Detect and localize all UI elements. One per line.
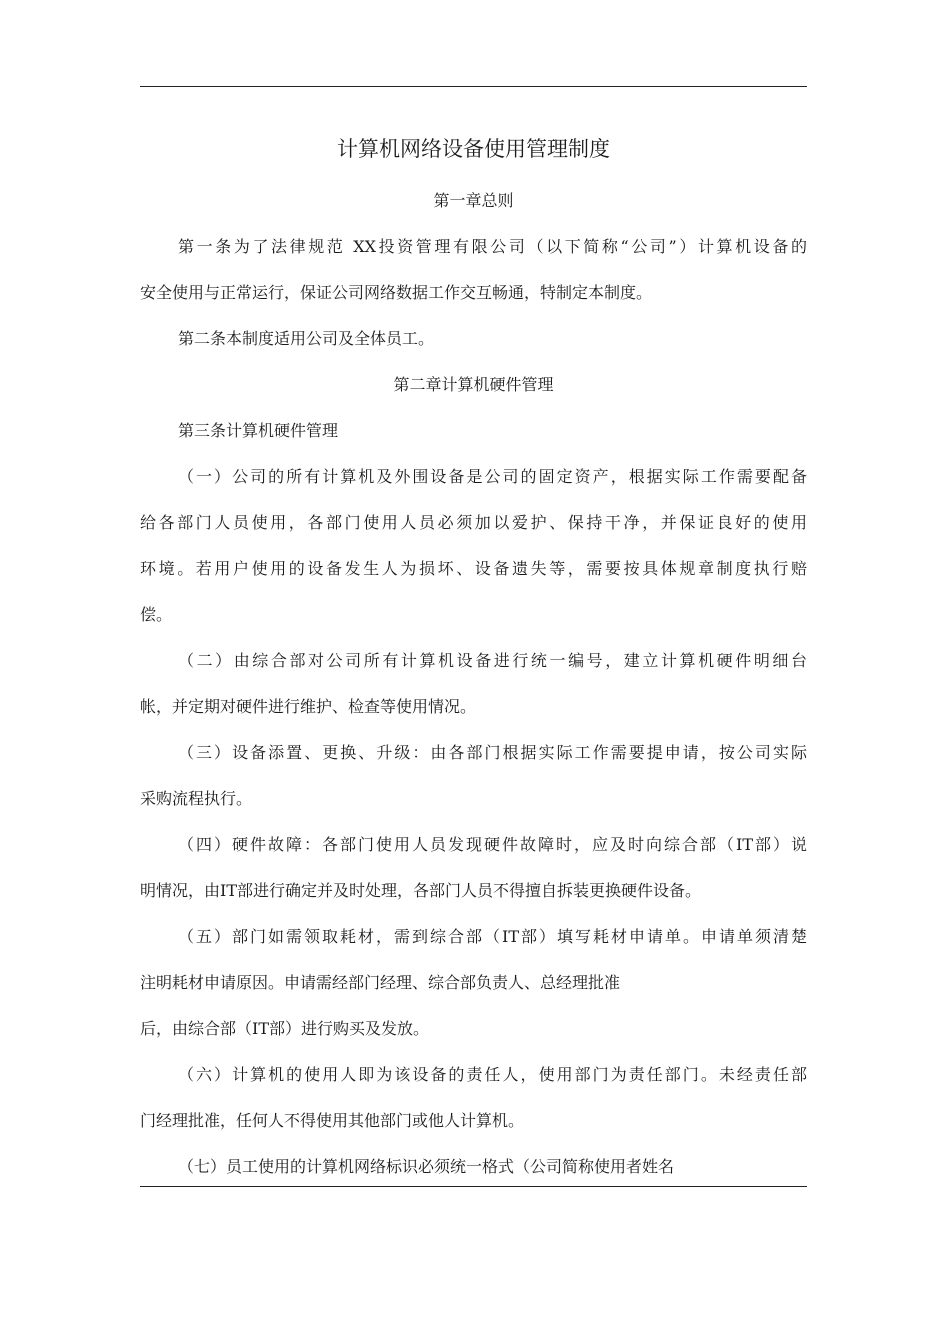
paragraph-line: （五）部门如需领取耗材，需到综合部（IT部）填写耗材申请单。申请单须清楚 — [178, 927, 807, 946]
paragraph-line: 第二条本制度适用公司及全体员工。 — [178, 329, 435, 348]
paragraph-line: （三）设备添置、更换、升级：由各部门根据实际工作需要提申请，按公司实际 — [178, 743, 807, 762]
chapter-heading: 第一章总则 — [433, 191, 514, 210]
document-body — [140, 120, 807, 1190]
chapter-heading: 第二章计算机硬件管理 — [393, 375, 554, 394]
paragraph-line: 帐，并定期对硬件进行维护、检查等使用情况。 — [140, 697, 477, 716]
paragraph-line: 环境。若用户使用的设备发生人为损坏、设备遗失等，需要按具体规章制度执行赔 — [140, 559, 807, 578]
paragraph-line: （四）硬件故障：各部门使用人员发现硬件故障时，应及时向综合部（IT部）说 — [178, 835, 807, 854]
paragraph-line: 偿。 — [140, 605, 173, 624]
paragraph-line: 注明耗材申请原因。申请需经部门经理、综合部负责人、总经理批准 — [140, 973, 621, 992]
paragraph-line: 安全使用与正常运行，保证公司网络数据工作交互畅通，特制定本制度。 — [140, 283, 653, 302]
header-rule — [140, 86, 807, 87]
paragraph-line: 给各部门人员使用，各部门使用人员必须加以爱护、保持干净，并保证良好的使用 — [140, 513, 807, 532]
paragraph-line: 门经理批准，任何人不得使用其他部门或他人计算机。 — [140, 1111, 525, 1130]
paragraph-line: （七）员工使用的计算机网络标识必须统一格式（公司简称使用者姓名 — [178, 1157, 675, 1176]
paragraph-line: 明情况，由IT部进行确定并及时处理，各部门人员不得擅自拆装更换硬件设备。 — [140, 881, 701, 900]
paragraph-line: 第一条为了法律规范 XX投资管理有限公司（以下简称“公司”）计算机设备的 — [178, 237, 807, 256]
footer-rule — [140, 1186, 807, 1187]
paragraph-line: （二）由综合部对公司所有计算机设备进行统一编号，建立计算机硬件明细台 — [178, 651, 807, 670]
paragraph-line: （一）公司的所有计算机及外围设备是公司的固定资产，根据实际工作需要配备 — [178, 467, 807, 486]
paragraph-line: 后，由综合部（IT部）进行购买及发放。 — [140, 1019, 429, 1038]
paragraph-line: （六）计算机的使用人即为该设备的责任人，使用部门为责任部门。未经责任部 — [178, 1065, 807, 1084]
article-heading: 第三条计算机硬件管理 — [178, 421, 339, 440]
paragraph-line: 采购流程执行。 — [140, 789, 253, 808]
document-title: 计算机网络设备使用管理制度 — [337, 137, 610, 161]
